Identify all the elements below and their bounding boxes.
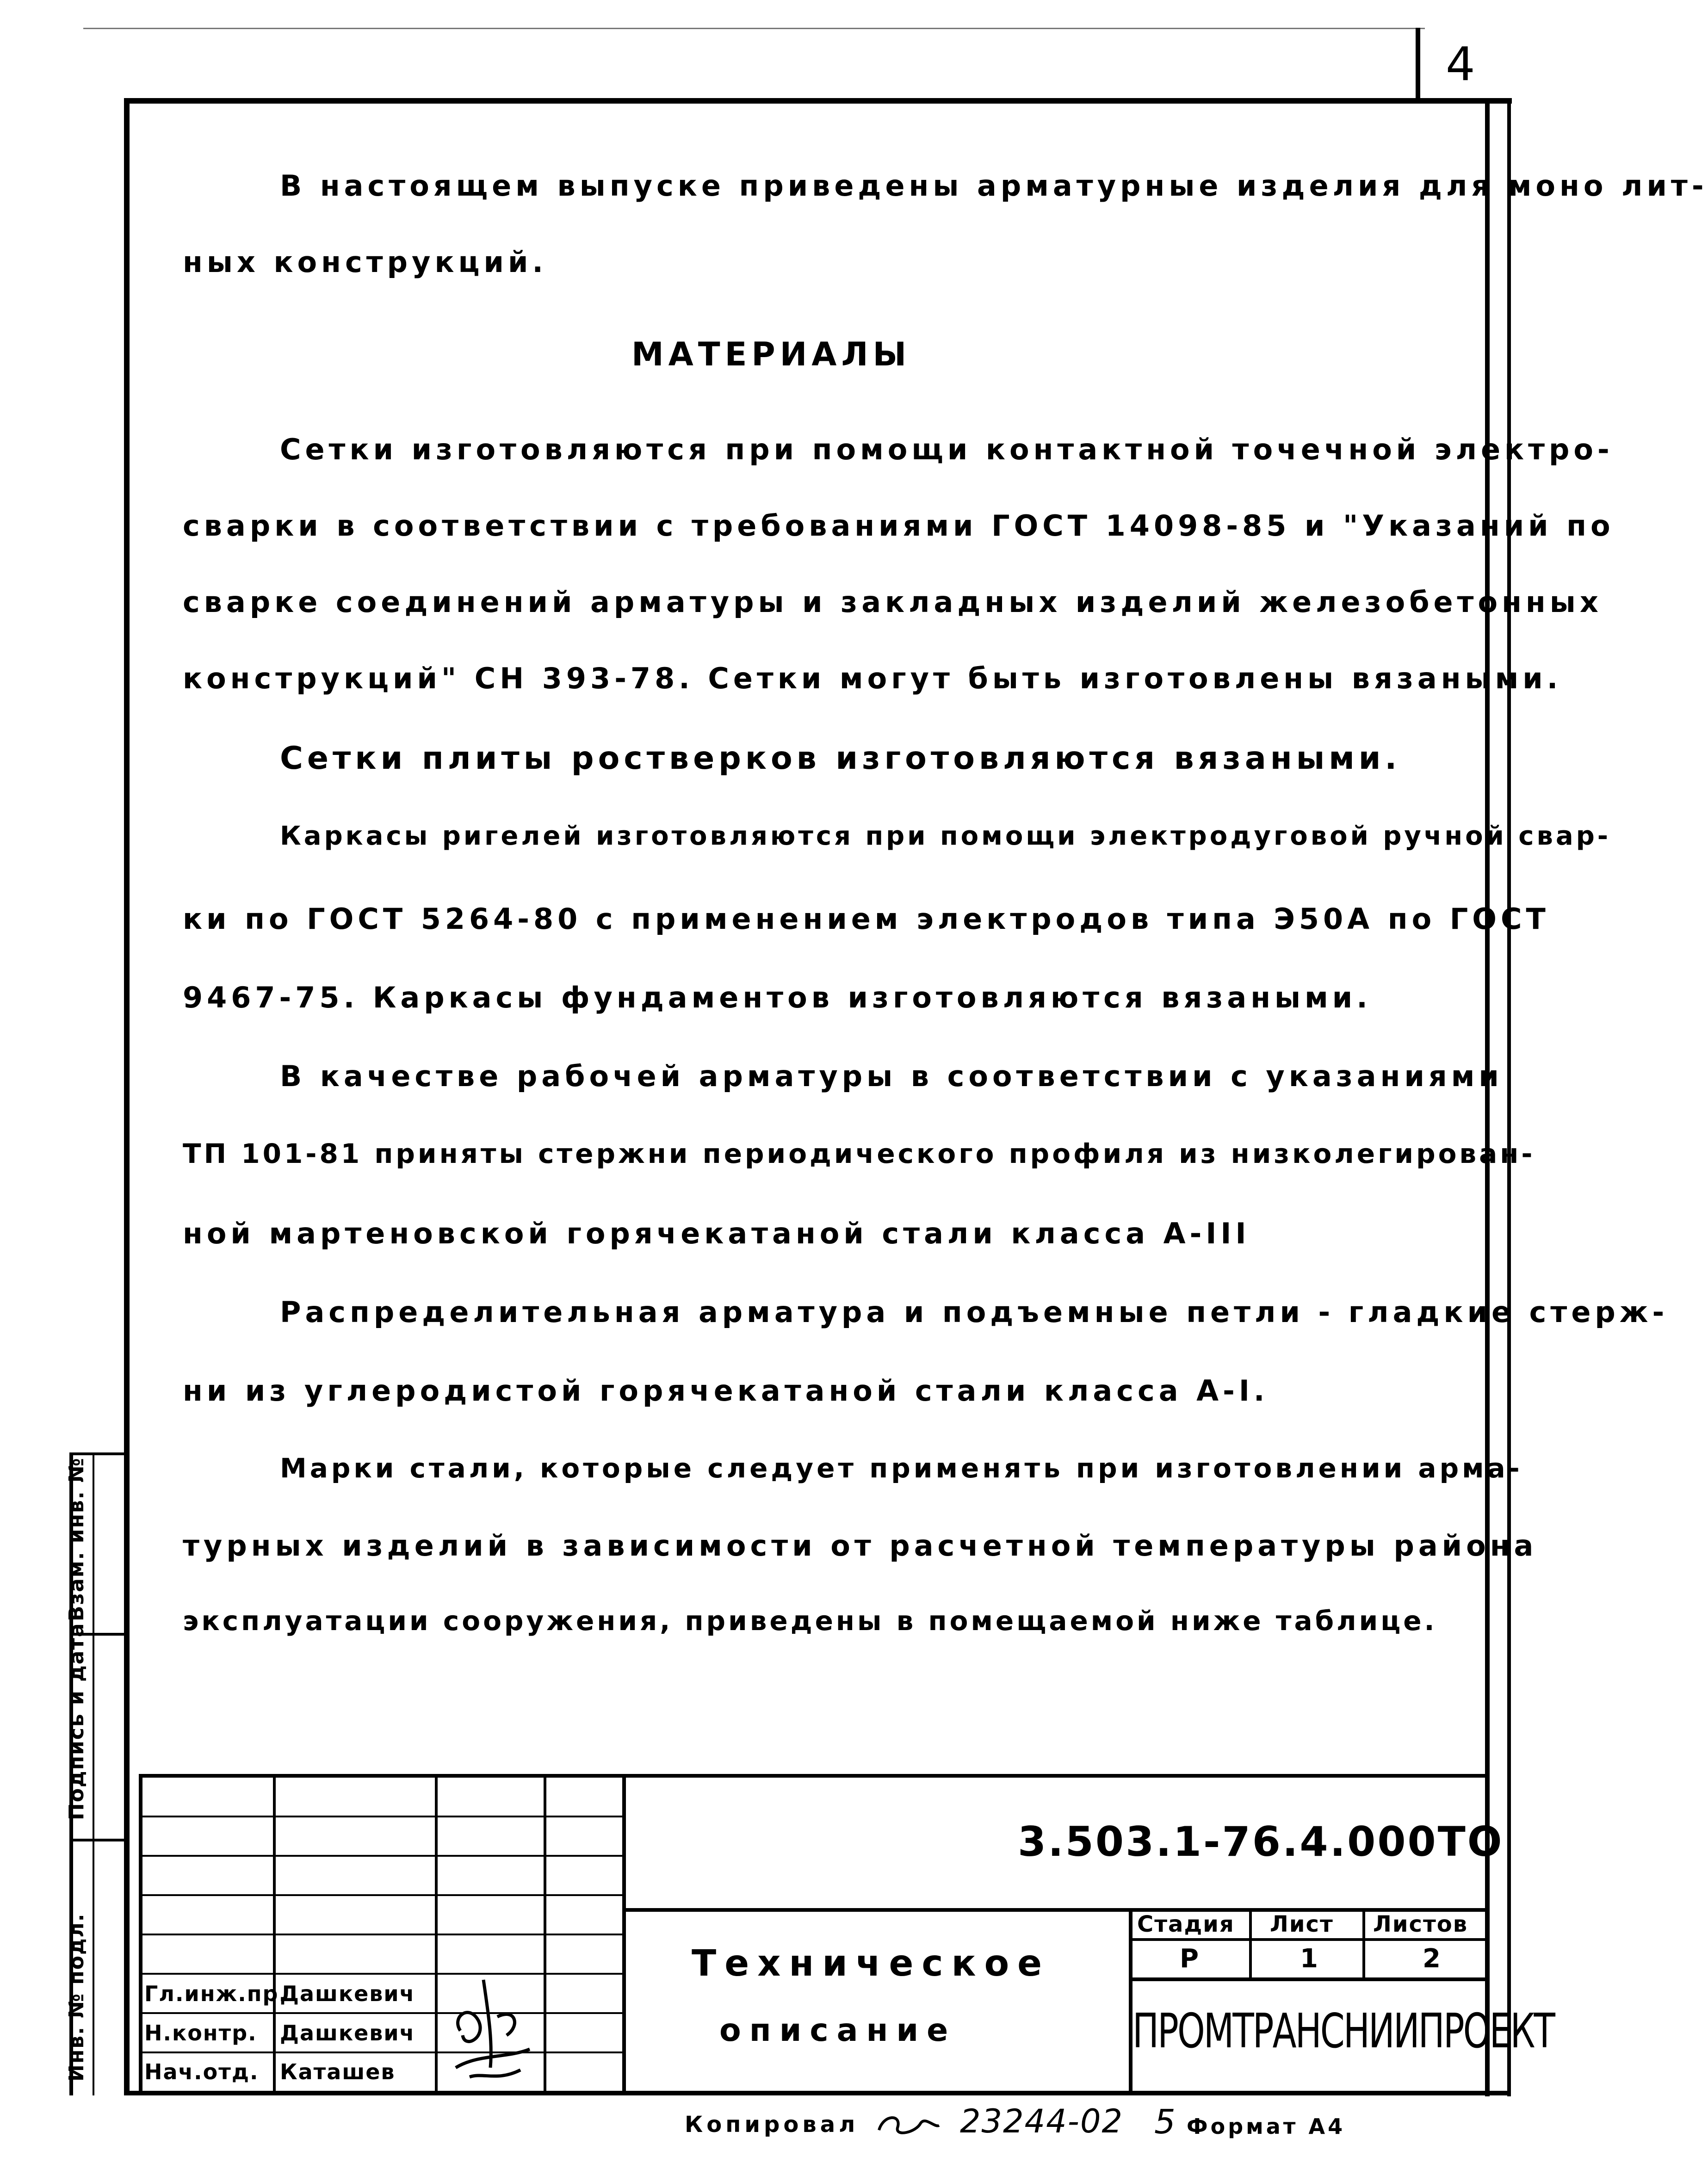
body-line-11: ной мартеновской горячекатаной стали класса А-III <box>183 1217 1250 1250</box>
signer-name-1: Дашкевич <box>280 1981 415 2006</box>
sheets-value: 2 <box>1423 1944 1442 1974</box>
side-stamp-div-3 <box>69 1839 127 1841</box>
signature-scribble <box>442 1961 539 2091</box>
body-line-4: конструкций" СН 393-78. Сетки могут быть изготовлены вязаными. <box>183 661 1562 695</box>
footer-sheet-num: 5 <box>1154 2102 1178 2141</box>
intro-line-2: ных конструкций. <box>183 245 547 279</box>
sig-row-4 <box>139 1934 625 1935</box>
body-line-1: Сетки изготовляются при помощи контактной точечной электро- <box>280 432 1614 466</box>
organization: ПРОМТРАНСНИИПРОЕКТ <box>1132 2003 1554 2059</box>
top-dashed-edge <box>83 28 1425 29</box>
body-line-2: сварки в соответствии с требованиями ГОСТ 14098-85 и "Указаний по <box>183 509 1615 543</box>
frame-top <box>124 98 1512 104</box>
frame-left <box>124 98 130 2094</box>
title-right-divider <box>1129 1908 1132 2095</box>
side-stamp-inv-no: Инв. № подл. <box>65 1913 88 2082</box>
doc-title-2: описание <box>719 2012 957 2049</box>
stage-label: Стадия <box>1137 1911 1235 1937</box>
signer-role-1: Гл.инж.пр. <box>144 1981 288 2006</box>
sig-row-3 <box>139 1894 625 1896</box>
sheet-value: 1 <box>1300 1944 1319 1974</box>
sig-row-7 <box>139 2051 625 2053</box>
sig-row-1 <box>139 1816 625 1817</box>
body-line-10: ТП 101-81 приняты стержни периодического профиля из низколегирован- <box>183 1138 1535 1169</box>
stage-row-1 <box>1129 1938 1487 1941</box>
stage-col-1 <box>1249 1908 1252 1980</box>
frame-right <box>1485 98 1490 2096</box>
stage-row-2 <box>1129 1977 1487 1981</box>
doc-code: 3.503.1-76.4.000ТО <box>1018 1818 1504 1866</box>
copier-signature <box>874 2109 944 2142</box>
signer-name-2: Дашкевич <box>280 2020 415 2045</box>
side-stamp-mid <box>93 1452 94 2095</box>
doc-title-1: Техническое <box>692 1943 1051 1984</box>
sig-row-5 <box>139 1973 625 1975</box>
body-line-7: ки по ГОСТ 5264-80 с применением электродов типа Э50А по ГОСТ <box>183 902 1550 936</box>
signer-role-2: Н.контр. <box>144 2020 257 2045</box>
footer-copied: Копировал <box>685 2112 859 2138</box>
side-stamp-vzam-inv: Взам. инв. № <box>65 1457 88 1621</box>
side-stamp-div-1 <box>69 1452 127 1455</box>
page-number-box-left <box>1416 28 1420 102</box>
page-number: 4 <box>1446 37 1478 91</box>
section-heading: МАТЕРИАЛЫ <box>631 335 911 373</box>
footer-order: 23244-02 <box>960 2102 1124 2140</box>
side-stamp-podpis-data: Подпись и дата <box>65 1622 88 1820</box>
frame-right-outer <box>1507 98 1511 2096</box>
body-line-15: турных изделий в зависимости от расчетной температуры района <box>183 1529 1538 1563</box>
body-line-9: В качестве рабочей арматуры в соответствии с указаниями <box>280 1059 1503 1093</box>
signer-role-3: Нач.отд. <box>144 2059 259 2084</box>
body-line-6: Каркасы ригелей изготовляются при помощи электродуговой ручной свар- <box>280 821 1611 851</box>
title-block-top <box>139 1774 1487 1778</box>
footer-format: Формат А4 <box>1187 2114 1346 2139</box>
sheet-label: Лист <box>1270 1911 1334 1937</box>
body-line-3: сварке соединений арматуры и закладных изделий железобетонных <box>183 585 1603 619</box>
title-right-row-1 <box>622 1908 1487 1912</box>
signer-name-3: Каташев <box>280 2059 396 2084</box>
stage-col-2 <box>1362 1908 1365 1980</box>
body-line-5: Сетки плиты ростверков изготовляются вязаными. <box>280 740 1401 777</box>
body-line-8: 9467-75. Каркасы фундаментов изготовляются вязаными. <box>183 981 1372 1014</box>
body-line-13: ни из углеродистой горячекатаной стали класса А-I. <box>183 1374 1269 1408</box>
sheets-label: Листов <box>1373 1911 1468 1937</box>
sig-row-6 <box>139 2012 625 2014</box>
body-line-12: Распределительная арматура и подъемные петли - гладкие стерж- <box>280 1295 1669 1329</box>
sig-row-2 <box>139 1855 625 1857</box>
stage-value: Р <box>1180 1944 1200 1974</box>
body-line-16: эксплуатации сооружения, приведены в помещаемой ниже таблице. <box>183 1605 1437 1637</box>
body-line-14: Марки стали, которые следует применять при изготовлении арма- <box>280 1452 1523 1484</box>
intro-line-1: В настоящем выпуске приведены арматурные изделия для моно лит- <box>280 169 1708 203</box>
frame-bottom <box>124 2091 1510 2095</box>
